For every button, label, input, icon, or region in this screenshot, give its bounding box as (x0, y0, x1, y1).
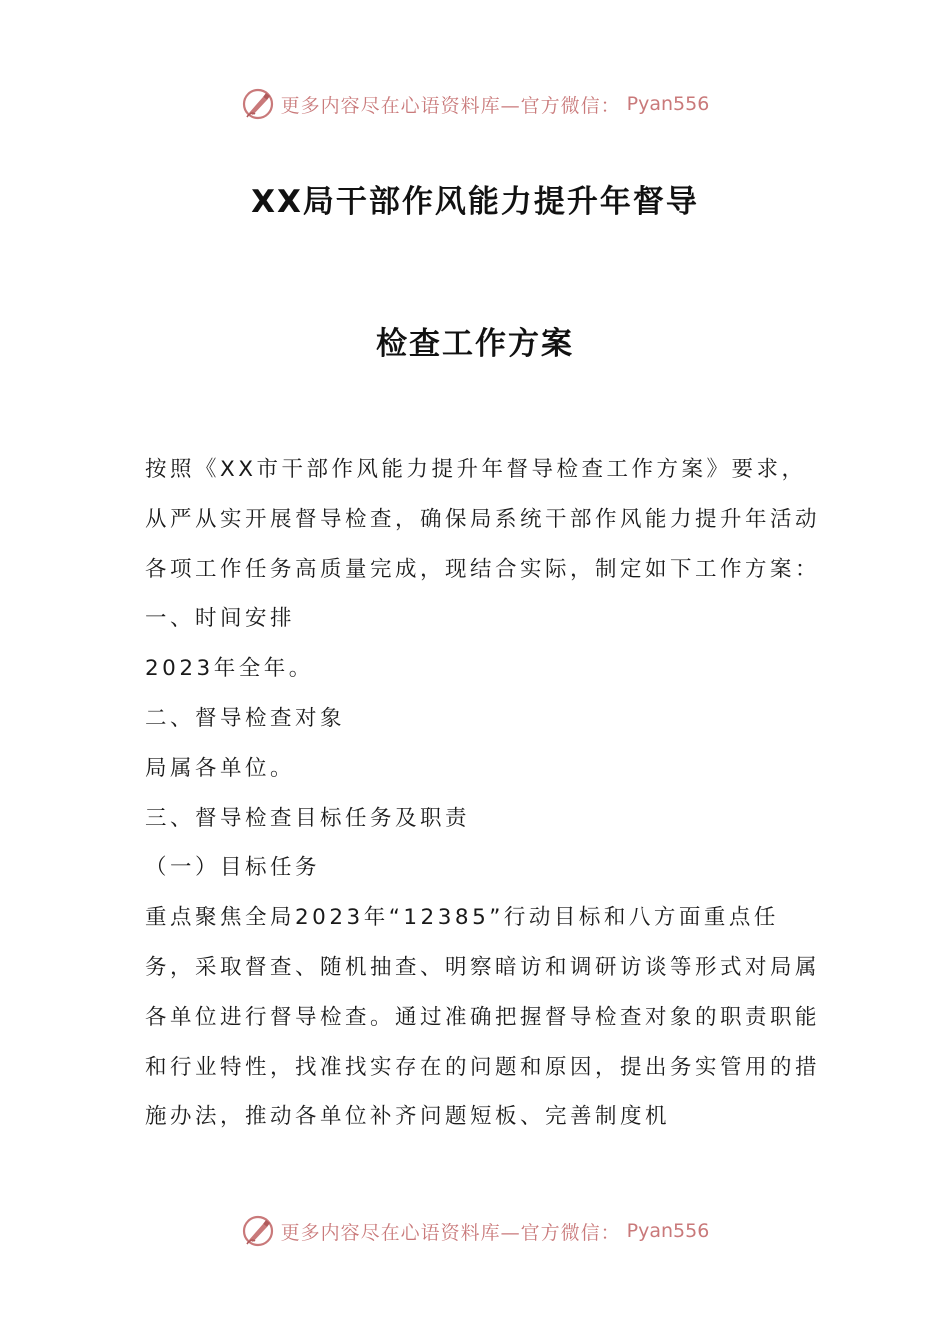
watermark-wechat-id: Pyan556 (626, 1220, 710, 1242)
watermark-text: 更多内容尽在心语资料库—官方微信： (280, 1221, 621, 1244)
pen-logo-icon (241, 87, 275, 121)
document-body (145, 445, 825, 1142)
pen-logo-icon (241, 1214, 275, 1248)
heading-goals-duties: 三、督导检查目标任务及职责 (145, 805, 471, 831)
subheading-goals: （一）目标任务 (145, 855, 321, 881)
footer-watermark (0, 1211, 950, 1251)
document-title-line-2: 检查工作方案 (376, 326, 574, 362)
paragraph-targets: 局属各单位。 (145, 755, 296, 781)
header-watermark (0, 84, 950, 124)
heading-time-arrangement: 一、时间安排 (145, 606, 296, 632)
paragraph-time: 2023年全年。 (145, 656, 314, 682)
document-title-line-1: XX局干部作风能力提升年督导 (251, 184, 699, 220)
heading-inspection-targets: 二、督导检查对象 (145, 705, 346, 731)
watermark-text: 更多内容尽在心语资料库—官方微信： (280, 94, 621, 117)
watermark-wechat-id: Pyan556 (626, 93, 710, 115)
paragraph-goals: 重点聚焦全局2023年“12385”行动目标和八方面重点任务，采取督查、随机抽查、明察暗访和调研访谈等形式对局属各单位进行督导检查。通过准确把握督导检查对象的职责职能和行业特性，找准找实存在的问题和原因，提出务实管用的措施办法，推动各单位补齐问题短板、完善制度机 (145, 905, 821, 1130)
paragraph-intro: 按照《XX市干部作风能力提升年督导检查工作方案》要求，从严从实开展督导检查，确保局系统干部作风能力提升年活动各项工作任务高质量完成，现结合实际，制定如下工作方案： (145, 457, 821, 582)
